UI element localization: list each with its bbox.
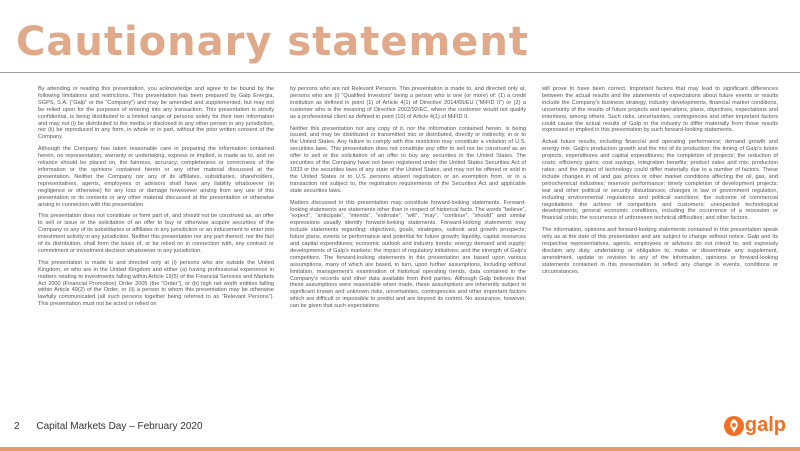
paragraph: Neither this presentation nor any copy of it, nor the information contained herein, is being issued, and may be distributed or transmitted into or distributed, directly or indirectly, in or to the United States. Any failure to comply with this restriction may constitute a violation of U.S. securities laws. This presentation does not constitute any offer to sell nor be construed as an offer to sell or the solicitation of an offer to buy any securities in the United States. The securities of the Company have not been registered under the United States Securities Act of 1933 or the securities laws of any state of the United States, and may not be offered or sold in the United States or to U.S. persons absent registration or an exemption from, or in a transaction not subject to, the registration requirements of the Securities Act and applicable state securities laws. [290, 125, 526, 194]
paragraph: The information, opinions and forward-looking statements contained in this presentation speak only as at the date of this presentation and are subject to change without notice. Galp and its respective representatives, agents, employees or advisors do not intend to, and expressly disclaim any duty, undertaking or obligation to, make or disseminate any supplement, amendment, update or revision to any of the information, opinions or forward-looking statements contained in this presentation to reflect any change in events, conditions or circumstances. [542, 227, 778, 275]
text-column-3 [542, 86, 778, 408]
paragraph: by persons who are not Relevant Persons. This presentation is made to, and directed only at, persons who are (i) “Qualified Investors” being a person who is one (or more) of: (1) a credit institution as defined in point (1) of Article 4(1) of Directive 2014/65/EU (“MiFID II”) or (2) a customer who is the meaning of Directive 2002/92/EC, where the customer would not qualify as a professional client as defined in point (10) of Article 4(1) of MiFID II. [290, 86, 526, 120]
paragraph: By attending or reading this presentation, you acknowledge and agree to be bound by the following limitations and restrictions. This presentation has been prepared by Galp Energia, SGPS, S.A. (“Galp” or the “Company”) and may be amended and supplemented, but may not be relied upon for the purposes of entering into any transaction. This presentation is strictly confidential, is being distributed to a limited range of persons solely for their own information and may not (i) be distributed to the media or disclosed to any other person in any jurisdiction, nor (ii) be reproduced in any form, in whole or in part, without the prior written consent of the Company. [38, 86, 274, 141]
galp-logo [723, 414, 786, 437]
paragraph: Actual future results, including financial and operating performance; demand growth and energy mix; Galp’s production growth and the mix of its production; the timing of Galp’s future projects, expenditures and capital expenditures; the completion of projects; the reduction of costs; efficiency gains; cost savings, integration benefits; product sales and mix; production rates; and the impact of technology could differ materially due to a number of factors. These include changes in oil and gas prices or other market conditions affecting the oil, gas, and petrochemical industries; reservoir performance; timely completion of development projects; war and other political or security disturbances; changes in law or government regulation, including environmental regulations and political sanctions; the outcome of commercial negotiations; the actions of competitors and customers; unexpected technological developments; general economic conditions, including the occurrence of a recession or financial crisis; the occurrence of unforeseen technical difficulties; and other factors. [542, 139, 778, 222]
paragraph: This presentation does not constitute or form part of, and should not be construed as, an offer to sell or issue or the solicitation of an offer to buy or otherwise acquire securities of the Company or any of its subsidiaries or affiliates in any jurisdiction or an inducement to enter into investment activity in any jurisdiction. Neither this presentation nor any part thereof, nor the fact of its distribution, shall form the basis of, or be relied on in connection with, any contract or commitment or investment decision whatsoever in any jurisdiction. [38, 213, 274, 254]
text-column-2 [290, 86, 526, 408]
text-column-1 [38, 86, 274, 408]
footer-accent-bar [0, 447, 800, 451]
title-divider [0, 72, 800, 73]
page-number: 2 [14, 421, 20, 432]
paragraph: Matters discussed in this presentation may constitute forward-looking statements. Forward-looking statements are statements other than in respect of historical facts. The words “believe”, “expect”, “anticipate”, “intends”, “estimate”, “will”, “may”, “continue”, “should” and similar expressions usually identify forward-looking statements. Forward-looking statements may include statements regarding: objectives, goals, strategies, outlook and growth prospects; future plans, events or performance and potential for future growth; liquidity, capital resources and capital expenditures; economic outlook and industry trends; energy demand and supply; developments of Galp’s markets; the impact of regulatory initiatives; and the strength of Galp’s competitors. The forward-looking statements in this presentation are based upon various assumptions, many of which are based, in turn, upon further assumptions, including without limitation, management’s examination of historical operating trends, data contained in the Company’s records and other data available from third parties. Although Galp believes that these assumptions were reasonable when made, these assumptions are inherently subject to significant known and unknown risks, uncertainties, contingencies and other important factors which are difficult or impossible to predict and are beyond its control. No assurance, however, can be given that such expectations [290, 199, 526, 310]
statement-body [38, 86, 778, 408]
galp-logo-icon [723, 415, 745, 437]
paragraph: Although the Company has taken reasonable care in preparing the information contained herein, no representation, warranty or undertaking, express or implied, is made as to, and no reliance should be placed on, the fairness, accuracy, completeness or correctness of the information or the opinions contained herein or any other material discussed at the presentation. Neither the Company nor any of its affiliates, subsidiaries, shareholders, representatives, agents, employees or advisors shall have any liability whatsoever (in negligence or otherwise) for any loss or damage howsoever arising from any use of this presentation or its contents or any other material discussed at the presentation or otherwise arising in connection with this presentation. [38, 146, 274, 208]
event-label: Capital Markets Day – February 2020 [36, 421, 203, 432]
galp-logo-text: galp [744, 414, 786, 436]
slide-footer [14, 421, 203, 432]
paragraph: This presentation is made to and directed only at (i) persons who are outside the United Kingdom, or who are in the United Kingdom and either (a) having professional experience in matters relating to investments falling within Article 19(5) of the Financial Services and Markets Act 2000 (Financial Promotion) Order 2005 (the “Order”), or (b) high net worth entities falling within Article 49(2) of the Order, or (ii) a person to whom this presentation may be otherwise lawfully communicated (all such persons together being referred to as “Relevant Persons”). This presentation must not be acted or relied on [38, 259, 274, 308]
page-title: Cautionary statement [16, 19, 529, 65]
paragraph: will prove to have been correct. Important factors that may lead to significant differences between the actual results and the statements of expectations about future events or results include the Company’s business strategy, industry developments, financial market conditions, uncertainty of the results of future projects and operations, plans, objectives, expectations and intentions, among others. Such risks, uncertainties, contingencies and other important factors could cause the actual results of Galp or the industry to differ materially from those results expressed or implied in this presentation by such forward-looking statements. [542, 86, 778, 134]
